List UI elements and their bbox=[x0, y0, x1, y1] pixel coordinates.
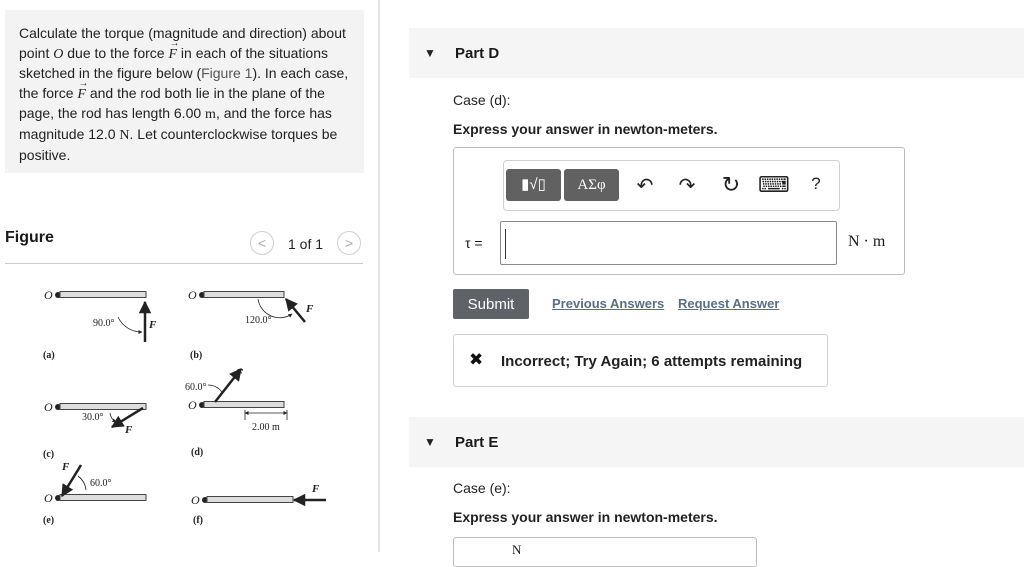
templates-button[interactable] bbox=[506, 169, 561, 201]
feedback-message bbox=[453, 334, 828, 387]
svg-text:F: F bbox=[62, 461, 70, 473]
part-e-case: Case (e): bbox=[453, 480, 511, 496]
svg-text:90.0°: 90.0° bbox=[93, 318, 115, 329]
previous-figure-button[interactable] bbox=[250, 231, 274, 255]
problem-statement: Calculate the torque (magnitude and direction) about point O due to the force → F in each of the situations sketched in the figure below (Figure 1). In each case, the force → F and the rod both lie in the plane of the page, the rod has length 6.00 m, and the force has magnitude 12.0 N. Let counterclockwise torques be positive. bbox=[19, 24, 359, 165]
svg-text:(e): (e) bbox=[43, 515, 55, 526]
figure-divider bbox=[5, 263, 363, 264]
diagram-f bbox=[191, 483, 326, 526]
svg-text:O: O bbox=[44, 491, 53, 505]
torque-figure bbox=[0, 270, 370, 540]
part-e-title: Part E bbox=[455, 434, 499, 451]
svg-text:(a): (a) bbox=[43, 350, 55, 361]
caret-down-icon[interactable]: ▼ bbox=[424, 435, 436, 449]
part-d-case: Case (d): bbox=[453, 92, 511, 108]
force-vector-symbol: → F bbox=[168, 45, 177, 65]
svg-text:F: F bbox=[125, 424, 133, 436]
svg-text:O: O bbox=[44, 400, 53, 414]
diagram-e bbox=[43, 461, 146, 526]
diagram-b bbox=[188, 288, 314, 361]
svg-text:(c): (c) bbox=[43, 449, 55, 460]
partial-symbol: N bbox=[512, 542, 522, 557]
column-divider bbox=[378, 0, 380, 552]
chevron-right-icon: > bbox=[344, 235, 354, 251]
svg-text:O: O bbox=[191, 493, 200, 507]
part-d-instruction: Express your answer in newton-meters. bbox=[453, 121, 718, 137]
diagram-d bbox=[185, 367, 287, 458]
part-d-header[interactable] bbox=[409, 28, 1024, 78]
svg-text:30.0°: 30.0° bbox=[82, 412, 104, 423]
diagram-a bbox=[43, 288, 157, 361]
svg-text:(f): (f) bbox=[193, 515, 203, 526]
figure-heading: Figure bbox=[5, 229, 54, 246]
redo-icon[interactable]: ↷ bbox=[678, 175, 696, 197]
svg-text:F: F bbox=[306, 303, 314, 315]
point-o: O bbox=[53, 46, 64, 62]
submit-button[interactable]: Submit bbox=[453, 289, 529, 319]
svg-text:O: O bbox=[188, 288, 197, 302]
svg-text:(b): (b) bbox=[190, 350, 203, 361]
svg-text:O: O bbox=[188, 398, 197, 412]
part-e-instruction: Express your answer in newton-meters. bbox=[453, 509, 718, 525]
previous-answers-link[interactable]: Previous Answers bbox=[552, 296, 665, 311]
svg-text:2.00 m: 2.00 m bbox=[252, 422, 280, 433]
feedback-text: Incorrect; Try Again; 6 attempts remaining bbox=[501, 353, 803, 370]
diagram-c bbox=[43, 400, 146, 460]
keyboard-icon[interactable]: ⌨ bbox=[758, 172, 790, 197]
next-figure-button[interactable] bbox=[337, 231, 361, 255]
unit-label: N · m bbox=[848, 233, 886, 250]
force-vector-symbol: → F bbox=[77, 85, 86, 105]
svg-text:O: O bbox=[44, 288, 53, 302]
svg-text:60.0°: 60.0° bbox=[90, 478, 112, 489]
close-x-icon: ✖ bbox=[469, 350, 484, 369]
svg-text:F: F bbox=[149, 319, 157, 331]
request-answer-link[interactable]: Request Answer bbox=[678, 296, 780, 311]
figure-pager: 1 of 1 bbox=[288, 236, 324, 252]
part-d-title: Part D bbox=[455, 45, 500, 62]
text-cursor bbox=[505, 229, 506, 259]
chevron-left-icon: < bbox=[257, 235, 267, 251]
math-toolbar bbox=[503, 160, 840, 211]
svg-text:F: F bbox=[236, 367, 244, 379]
help-icon[interactable]: ? bbox=[811, 174, 821, 193]
answer-input[interactable] bbox=[500, 221, 837, 265]
figure-link[interactable]: Figure 1 bbox=[201, 65, 253, 82]
tau-label: τ = bbox=[465, 235, 483, 251]
part-e-header[interactable] bbox=[409, 417, 1024, 467]
caret-down-icon[interactable]: ▼ bbox=[424, 46, 436, 60]
greek-symbols-button[interactable]: ΑΣφ bbox=[564, 169, 619, 201]
svg-text:(d): (d) bbox=[191, 447, 204, 458]
svg-text:60.0°: 60.0° bbox=[185, 382, 207, 393]
reset-icon[interactable]: ↻ bbox=[721, 172, 741, 197]
math-template-icon: ▮√▯ bbox=[521, 176, 546, 193]
svg-text:120.0°: 120.0° bbox=[245, 315, 272, 326]
svg-text:F: F bbox=[312, 483, 320, 495]
part-e-answer-area bbox=[453, 537, 757, 567]
undo-icon[interactable]: ↶ bbox=[636, 175, 654, 197]
